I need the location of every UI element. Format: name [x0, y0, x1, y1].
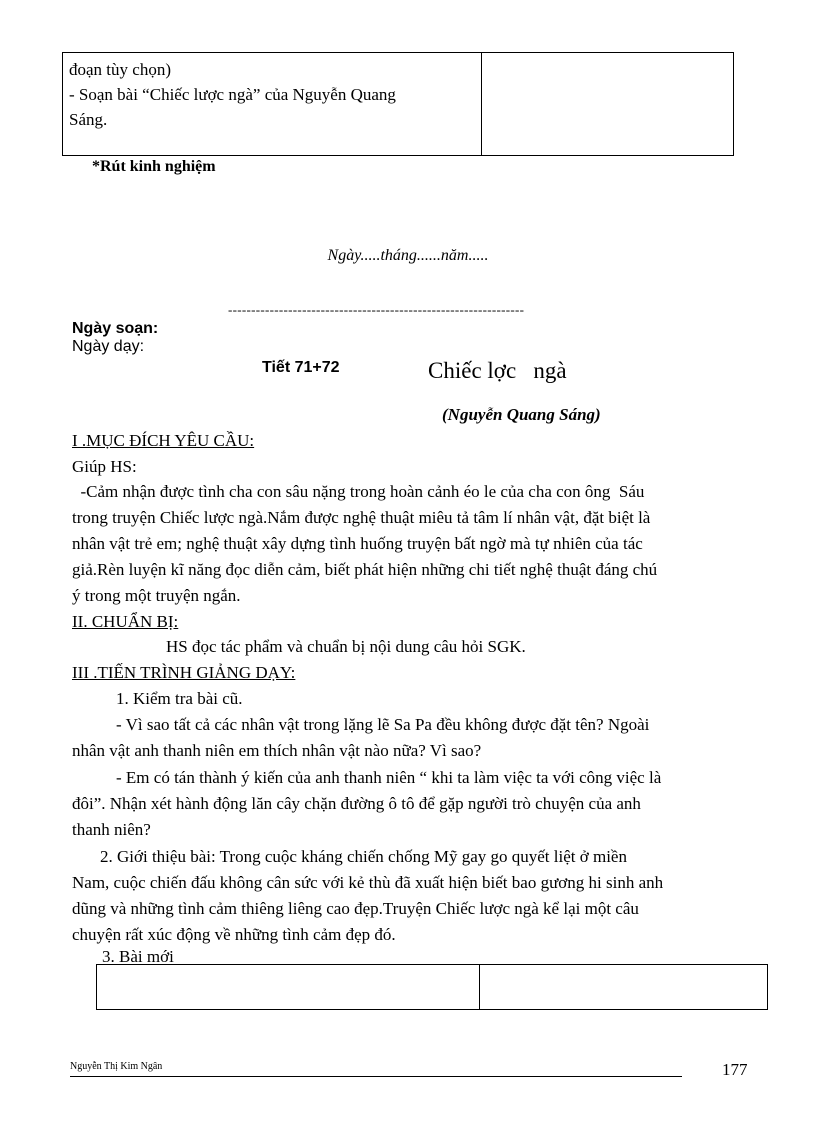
question-line: - Vì sao tất cả các nhân vật trong lặng lẽ Sa Pa đều không được đặt tên? Ngoài: [116, 715, 650, 734]
section-1-line: giả.Rèn luyện kĩ năng đọc diễn cảm, biết phát hiện những chi tiết nghệ thuật đáng chú: [72, 560, 658, 579]
tiet-label: Tiết 71+72: [262, 359, 340, 376]
separator: ----------------------------------------------------------------: [228, 302, 525, 317]
section-1-line: nhân vật trẻ em; nghệ thuật xây dựng tình huống truyện bất ngờ mà tự nhiên của tác: [72, 534, 643, 553]
section-1-heading: I .MỤC ĐÍCH YÊU CẦU:: [72, 431, 255, 450]
rut-kinh-nghiem: *Rút kinh nghiệm: [92, 158, 216, 175]
intro-line: chuyện rất xúc động về những tình cảm đẹp đó.: [72, 925, 396, 944]
intro-line: Nam, cuộc chiến đấu không cân sức với kẻ thù đã xuất hiện biết bao gương hi sinh anh: [72, 873, 664, 892]
section-3-heading: III .TIẾN TRÌNH GIẢNG DẠY:: [72, 663, 296, 682]
question-line: - Em có tán thành ý kiến của anh thanh niên “ khi ta làm việc ta với công việc là: [116, 768, 662, 787]
top-table-line: Sáng.: [69, 110, 108, 129]
question-line: nhân vật anh thanh niên em thích nhân vật nào nữa? Vì sao?: [72, 741, 482, 760]
section-1-line: -Cảm nhận được tình cha con sâu nặng trong hoàn cảnh éo le của cha con ông Sáu: [72, 482, 645, 501]
top-table-left-cell: [63, 53, 482, 155]
section-1-line: trong truyện Chiếc lược ngà.Nắm được nghệ thuật miêu tả tâm lí nhân vật, đặt biệt là: [72, 508, 651, 527]
question-line: thanh niên?: [72, 820, 151, 839]
section-1-line: ý trong một truyện ngắn.: [72, 586, 241, 605]
date-line: Ngày.....tháng......năm.....: [327, 247, 489, 264]
section-3-item-1: 1. Kiểm tra bài cũ.: [116, 689, 243, 708]
ngay-soan: Ngày soạn:: [72, 320, 159, 337]
page-number: 177: [722, 1060, 748, 1079]
intro-line: dũng và những tình cảm thiêng liêng cao đẹp.Truyện Chiếc lược ngà kể lại một câu: [72, 899, 639, 918]
lesson-title: Chiếc lợc ngà: [428, 358, 567, 383]
intro-line: 2. Giới thiệu bài: Trong cuộc kháng chiến chống Mỹ gay go quyết liệt ở miền: [100, 847, 627, 866]
top-table-line: đoạn tùy chọn): [69, 60, 171, 79]
section-2-heading: II. CHUẨN BỊ:: [72, 612, 179, 631]
section-2-line: HS đọc tác phẩm và chuẩn bị nội dung câu hỏi SGK.: [166, 637, 526, 656]
section-1-intro: Giúp HS:: [72, 457, 137, 476]
top-table: [62, 52, 734, 156]
ngay-day: Ngày dạy:: [72, 338, 145, 355]
section-3-item-3: 3. Bài mới: [102, 947, 174, 966]
footer-rule: [70, 1076, 682, 1077]
footer-author: Nguyễn Thị Kim Ngân: [70, 1061, 163, 1072]
bottom-table: [96, 964, 768, 1010]
lesson-author: (Nguyễn Quang Sáng): [442, 405, 601, 424]
top-table-line: - Soạn bài “Chiếc lược ngà” của Nguyễn Quang: [69, 85, 396, 104]
question-line: đôi”. Nhận xét hành động lăn cây chặn đường ô tô để gặp người trò chuyện của anh: [72, 794, 641, 813]
bottom-table-left-cell: [97, 965, 480, 1009]
